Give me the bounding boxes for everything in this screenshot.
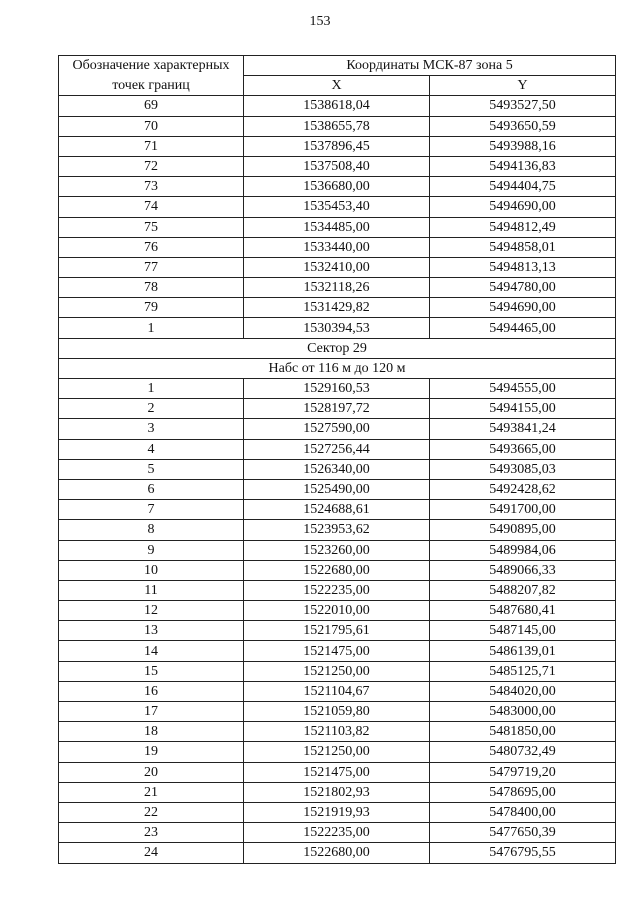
x-column-header: X — [244, 76, 430, 96]
y-coordinate-cell: 5484020,00 — [430, 681, 616, 701]
x-coordinate-cell: 1521919,93 — [244, 802, 430, 822]
point-id-cell: 7 — [59, 500, 244, 520]
point-id-cell: 73 — [59, 177, 244, 197]
table-row — [59, 762, 616, 782]
point-id-cell: 8 — [59, 520, 244, 540]
point-id-cell: 12 — [59, 601, 244, 621]
point-id-cell: 1 — [59, 318, 244, 338]
table-row — [59, 318, 616, 338]
point-id-cell: 11 — [59, 580, 244, 600]
table-row — [59, 601, 616, 621]
table-row — [59, 479, 616, 499]
y-coordinate-cell: 5485125,71 — [430, 661, 616, 681]
x-coordinate-cell: 1537896,45 — [244, 136, 430, 156]
point-id-cell: 21 — [59, 782, 244, 802]
y-coordinate-cell: 5477650,39 — [430, 823, 616, 843]
y-coordinate-cell: 5479719,20 — [430, 762, 616, 782]
x-coordinate-cell: 1524688,61 — [244, 500, 430, 520]
table-row — [59, 580, 616, 600]
x-coordinate-cell: 1522010,00 — [244, 601, 430, 621]
y-coordinate-cell: 5489066,33 — [430, 560, 616, 580]
point-id-cell: 15 — [59, 661, 244, 681]
y-coordinate-cell: 5494404,75 — [430, 177, 616, 197]
y-coordinate-cell: 5487145,00 — [430, 621, 616, 641]
x-coordinate-cell: 1536680,00 — [244, 177, 430, 197]
sector-title: Сектор 29 — [59, 338, 616, 358]
y-coordinate-cell: 5478400,00 — [430, 802, 616, 822]
y-coordinate-cell: 5494858,01 — [430, 237, 616, 257]
point-id-cell: 1 — [59, 379, 244, 399]
y-coordinate-cell: 5488207,82 — [430, 580, 616, 600]
x-coordinate-cell: 1521475,00 — [244, 762, 430, 782]
table-row — [59, 237, 616, 257]
x-coordinate-cell: 1534485,00 — [244, 217, 430, 237]
y-coordinate-cell: 5481850,00 — [430, 722, 616, 742]
x-coordinate-cell: 1522680,00 — [244, 843, 430, 863]
point-id-cell: 78 — [59, 278, 244, 298]
point-id-cell: 24 — [59, 843, 244, 863]
y-coordinate-cell: 5493527,50 — [430, 96, 616, 116]
x-coordinate-cell: 1532118,26 — [244, 278, 430, 298]
points-block-1 — [59, 96, 616, 338]
table-row — [59, 298, 616, 318]
y-coordinate-cell: 5487680,41 — [430, 601, 616, 621]
x-coordinate-cell: 1521059,80 — [244, 702, 430, 722]
x-coordinate-cell: 1522235,00 — [244, 823, 430, 843]
x-coordinate-cell: 1527256,44 — [244, 439, 430, 459]
y-coordinate-cell: 5494465,00 — [430, 318, 616, 338]
y-coordinate-cell: 5493085,03 — [430, 459, 616, 479]
table-row — [59, 782, 616, 802]
coordinate-system-header: Координаты МСК-87 зона 5 — [244, 56, 616, 76]
x-coordinate-cell: 1521475,00 — [244, 641, 430, 661]
point-designation-header-line2: точек границ — [59, 76, 244, 96]
x-coordinate-cell: 1533440,00 — [244, 237, 430, 257]
table-row — [59, 742, 616, 762]
point-id-cell: 23 — [59, 823, 244, 843]
table-row — [59, 459, 616, 479]
x-coordinate-cell: 1531429,82 — [244, 298, 430, 318]
table-row — [59, 560, 616, 580]
table-row — [59, 500, 616, 520]
x-coordinate-cell: 1527590,00 — [244, 419, 430, 439]
x-coordinate-cell: 1526340,00 — [244, 459, 430, 479]
x-coordinate-cell: 1528197,72 — [244, 399, 430, 419]
table-row — [59, 540, 616, 560]
point-id-cell: 72 — [59, 156, 244, 176]
y-coordinate-cell: 5494813,13 — [430, 257, 616, 277]
table-row — [59, 136, 616, 156]
point-id-cell: 14 — [59, 641, 244, 661]
x-coordinate-cell: 1521250,00 — [244, 661, 430, 681]
table-row — [59, 621, 616, 641]
y-coordinate-cell: 5494780,00 — [430, 278, 616, 298]
table-row — [59, 156, 616, 176]
table-row — [59, 702, 616, 722]
point-id-cell: 76 — [59, 237, 244, 257]
y-coordinate-cell: 5478695,00 — [430, 782, 616, 802]
table-row — [59, 419, 616, 439]
point-id-cell: 17 — [59, 702, 244, 722]
point-id-cell: 10 — [59, 560, 244, 580]
y-coordinate-cell: 5494136,83 — [430, 156, 616, 176]
x-coordinate-cell: 1521104,67 — [244, 681, 430, 701]
y-coordinate-cell: 5494690,00 — [430, 298, 616, 318]
x-coordinate-cell: 1532410,00 — [244, 257, 430, 277]
point-id-cell: 4 — [59, 439, 244, 459]
table-row — [59, 843, 616, 863]
table-row — [59, 217, 616, 237]
x-coordinate-cell: 1530394,53 — [244, 318, 430, 338]
point-id-cell: 22 — [59, 802, 244, 822]
y-coordinate-cell: 5493841,24 — [430, 419, 616, 439]
table-row — [59, 661, 616, 681]
points-block-2 — [59, 379, 616, 864]
y-coordinate-cell: 5486139,01 — [430, 641, 616, 661]
x-coordinate-cell: 1521802,93 — [244, 782, 430, 802]
x-coordinate-cell: 1521103,82 — [244, 722, 430, 742]
point-id-cell: 75 — [59, 217, 244, 237]
x-coordinate-cell: 1521250,00 — [244, 742, 430, 762]
y-coordinate-cell: 5493665,00 — [430, 439, 616, 459]
y-coordinate-cell: 5494690,00 — [430, 197, 616, 217]
point-id-cell: 5 — [59, 459, 244, 479]
y-coordinate-cell: 5493988,16 — [430, 136, 616, 156]
table-row — [59, 520, 616, 540]
table-row — [59, 802, 616, 822]
height-range: Набс от 116 м до 120 м — [59, 358, 616, 378]
point-id-cell: 2 — [59, 399, 244, 419]
x-coordinate-cell: 1535453,40 — [244, 197, 430, 217]
table-row — [59, 96, 616, 116]
point-id-cell: 71 — [59, 136, 244, 156]
x-coordinate-cell: 1523260,00 — [244, 540, 430, 560]
table-row — [59, 379, 616, 399]
table-row — [59, 177, 616, 197]
point-designation-header: Обозначение характерных — [59, 56, 244, 76]
point-id-cell: 77 — [59, 257, 244, 277]
table-row — [59, 681, 616, 701]
x-coordinate-cell: 1537508,40 — [244, 156, 430, 176]
x-coordinate-cell: 1529160,53 — [244, 379, 430, 399]
x-coordinate-cell: 1525490,00 — [244, 479, 430, 499]
point-id-cell: 18 — [59, 722, 244, 742]
y-column-header: Y — [430, 76, 616, 96]
point-id-cell: 13 — [59, 621, 244, 641]
point-id-cell: 19 — [59, 742, 244, 762]
table-row — [59, 641, 616, 661]
x-coordinate-cell: 1523953,62 — [244, 520, 430, 540]
x-coordinate-cell: 1522235,00 — [244, 580, 430, 600]
table-row — [59, 116, 616, 136]
point-id-cell: 74 — [59, 197, 244, 217]
y-coordinate-cell: 5476795,55 — [430, 843, 616, 863]
y-coordinate-cell: 5490895,00 — [430, 520, 616, 540]
point-id-cell: 70 — [59, 116, 244, 136]
x-coordinate-cell: 1522680,00 — [244, 560, 430, 580]
point-id-cell: 3 — [59, 419, 244, 439]
y-coordinate-cell: 5483000,00 — [430, 702, 616, 722]
y-coordinate-cell: 5493650,59 — [430, 116, 616, 136]
table-row — [59, 399, 616, 419]
y-coordinate-cell: 5491700,00 — [430, 500, 616, 520]
table-row — [59, 439, 616, 459]
table-row — [59, 823, 616, 843]
coordinates-table — [58, 55, 616, 864]
y-coordinate-cell: 5480732,49 — [430, 742, 616, 762]
y-coordinate-cell: 5494812,49 — [430, 217, 616, 237]
point-id-cell: 9 — [59, 540, 244, 560]
table-row — [59, 278, 616, 298]
point-id-cell: 6 — [59, 479, 244, 499]
table-row — [59, 197, 616, 217]
y-coordinate-cell: 5494555,00 — [430, 379, 616, 399]
point-id-cell: 69 — [59, 96, 244, 116]
x-coordinate-cell: 1521795,61 — [244, 621, 430, 641]
point-id-cell: 16 — [59, 681, 244, 701]
y-coordinate-cell: 5492428,62 — [430, 479, 616, 499]
section-header — [59, 338, 616, 378]
y-coordinate-cell: 5494155,00 — [430, 399, 616, 419]
y-coordinate-cell: 5489984,06 — [430, 540, 616, 560]
table-header — [59, 56, 616, 96]
point-id-cell: 20 — [59, 762, 244, 782]
point-id-cell: 79 — [59, 298, 244, 318]
x-coordinate-cell: 1538618,04 — [244, 96, 430, 116]
table-row — [59, 257, 616, 277]
table-row — [59, 722, 616, 742]
x-coordinate-cell: 1538655,78 — [244, 116, 430, 136]
page-number: 153 — [309, 14, 331, 29]
